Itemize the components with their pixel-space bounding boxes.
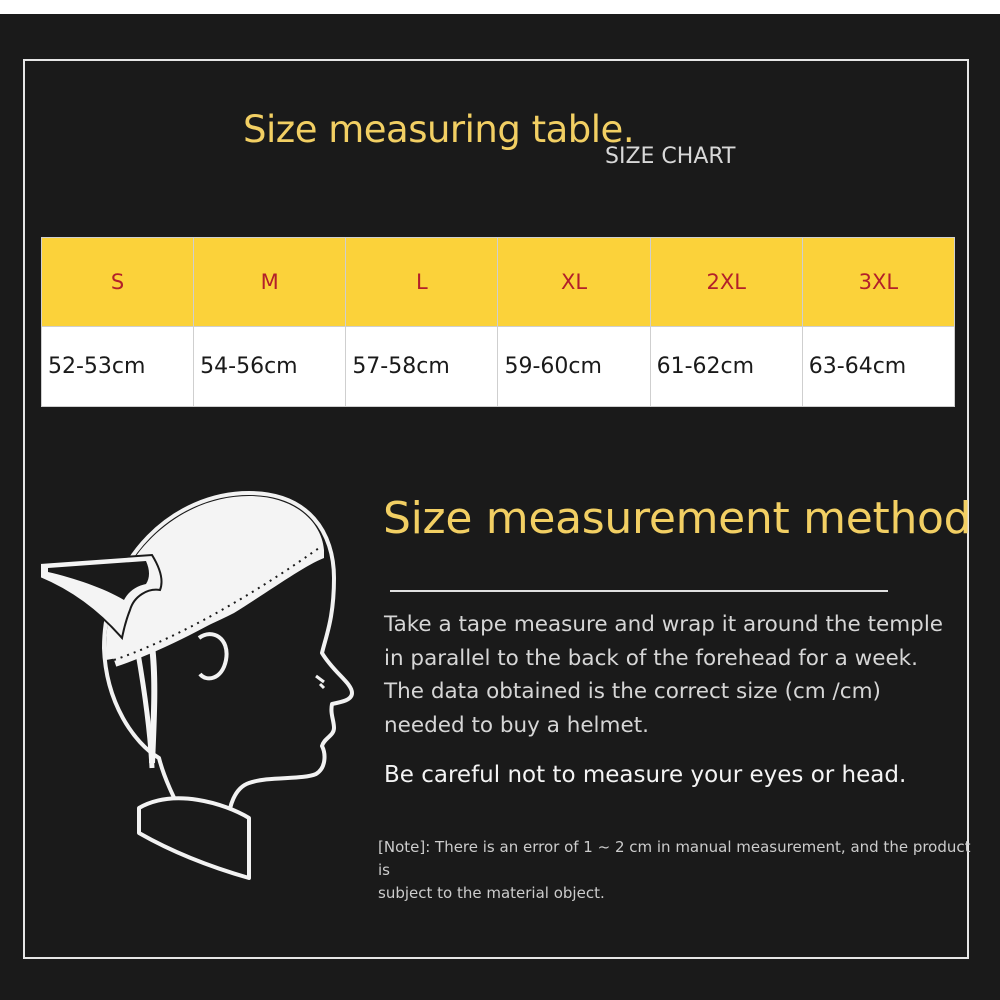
size-label: 2XL [650, 238, 802, 327]
size-header-row [42, 238, 955, 327]
size-label: M [194, 238, 346, 327]
size-range: 52-53cm [42, 327, 194, 407]
size-range: 61-62cm [650, 327, 802, 407]
note-line: [Note]: There is an error of 1 ~ 2 cm in manual measurement, and the product is [378, 838, 971, 879]
size-range: 54-56cm [194, 327, 346, 407]
size-label: 3XL [802, 238, 954, 327]
size-range-row [42, 327, 955, 407]
note-line: subject to the material object. [378, 884, 605, 902]
instructions-text [384, 608, 954, 742]
divider [390, 590, 888, 592]
page-subtitle: SIZE CHART [605, 144, 736, 169]
head-profile-measuring-tape-icon [34, 488, 364, 886]
size-range: 57-58cm [346, 327, 498, 407]
size-label: XL [498, 238, 650, 327]
warning-text: Be careful not to measure your eyes or head. [384, 762, 907, 788]
method-title: Size measurement method [383, 493, 972, 544]
page-title: Size measuring table. [243, 108, 635, 151]
size-table [41, 237, 955, 407]
size-range: 63-64cm [802, 327, 954, 407]
instruction-line: The data obtained is the correct size (cm /cm) [384, 679, 881, 704]
size-label: S [42, 238, 194, 327]
instruction-line: Take a tape measure and wrap it around the temple [384, 612, 944, 637]
instruction-line: needed to buy a helmet. [384, 712, 649, 738]
size-label: L [346, 238, 498, 327]
size-range: 59-60cm [498, 327, 650, 407]
note-text [378, 836, 978, 905]
instruction-line: in parallel to the back of the forehead for a week. [384, 645, 918, 671]
